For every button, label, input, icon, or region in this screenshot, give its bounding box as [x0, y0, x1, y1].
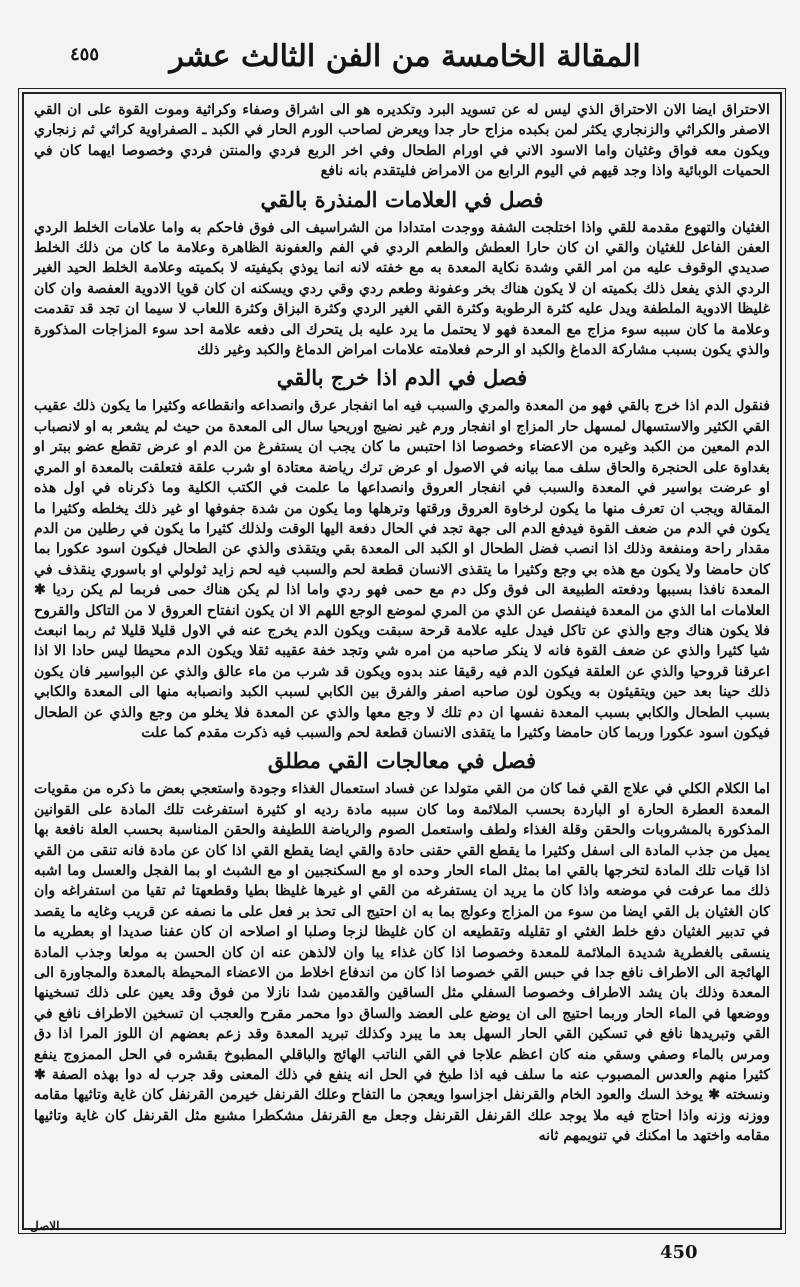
catchword: الاصل [30, 1219, 60, 1233]
blood-vomit-text-part1: فنقول الدم اذا خرج بالقي فهو من المعدة والمري والسبب فيه اما انفجار عرق وانصداعه وانقطاعه وكثيرا ما يكون ذلك عقيب القي الكثير والاستسهال لمسهل حار المزاج او انفجار ورم غير نضيج اوريحيا سال الى المعدة من حيث لم يشعر به او لانصباب الدم المعين من الكبد وغيره من الاعضاء وخصوصا اذا احتبس ما كان يجب ان يستفرغ من الدم او عرض تقطع عضو ببتر او بغداوة على الحنجرة والحاق سلف مما بيانه في الاصول او عرض ترك رياضة معتادة او شرب علقة فتعلقت بالمعدة او المري او عرضت بواسير في المعدة والسبب في انفجار العروق وانصداعها ما علمت في الكتب الكلية وما ذكرناه في اول هذه المقالة ويجب ان تعرف منها ما يكون لرخاوة العروق ورقتها وترهلها وما يكون من شدة جفوفها او غير ذلك يخلطه وكثيرا ما يكون في الدم من ضعف القوة فيدفع الدم الى جهة تجد في الحال دفعة اليها الوقت ولذلك كثيرا ما يكون في رطلين من الدم مقدار راحة ومنفعة وذلك اذا انصب فضل الطحال او الكبد الى المعدة بقي ويتقذى والذي عن الطحال فيكون اسود عكورا بما كان حامضا ولا يكون مع هذه بي وجع وكثيرا ما يتقذى الانسان قطعة لحم والسبب فيه لحم زايد ثولولي او باسوري ينقذف في المعدة نافذا بسببها ودفعته الطبيعة الى فوق وكل دم مع حمى فهو ردي واما اذا لم يكن هناك حمى فربما لم يكن رديا [34, 398, 770, 599]
section-blood-vomit-text [34, 396, 770, 743]
text-frame [22, 92, 782, 1230]
page-title: المقالة الخامسة من الفن الثالث عشر [169, 38, 641, 74]
bottom-page-number: 450 [660, 1242, 698, 1263]
section-heading-blood-vomit: فصل في الدم اذا خرج بالقي [276, 365, 528, 391]
signs-label: العلامات [721, 602, 770, 619]
running-header [70, 32, 740, 80]
treatments-text: اما الكلام الكلي في علاج القي فما كان من القي متولدا عن فساد استعمال الغذاء وجودة واستعجي بعض ما ذكره من مقويات المعدة العطرة الحارة او الباردة بحسب الملائمة وما كان سببه مادة رديه او كثيرة استفرغت تلك المادة على القوانين المذكورة بالمشروبات والحقن وقلة الغذاء ولطف واستعمل الصوم والرياضة اللطيفة والحقن المناسبة بحسب العلة نافعة بها يميل من جذب المادة الى اسفل وكثيرا ما يقطع القي حقنى حادة والقي ايضا يقطع القي اذا كان عن مادة فانه تنقى من القي اذا قيات تلك المادة لتخرجها بالقي اما بمثل الماء الحار وحده او مع السكنجبين او مع الشبث او بما الفجل والعسل وما اشبه ذلك مما عرفت في موضعه واذا كان ما يريد ان يستفرغه من القي او غيرها غليظا بطيا وقطعهتا ثم تقيا من استفراغه وان كان الغثيان بل القي ايضا من سوء من المزاج وعولج بما به ان احتيج الى تحذ بر فعل على ما نصفه عن قريب وغايه ما يقصد في تدبير الغثيان دفع خلط الغثي او تقليله وتقطيعه ان كان غليظا لزجا وصلبا او اصلاحه ان كان عفنا صديدا او بعطريه ما ينسقى بالغطرية شديدة الملائمة للمعدة وخصوصا اذا كان غذاء يبا وان لالذهن عنه ان كان الحسن به مولعا وجذب المادة الهائجة الى الاطراف نافع جدا في حبس القي خصوصا اذا كان من اندفاع اخلاط من الاعضاء المحيطة بالمعدة والمجاورة الى المعدة وذلك بان يشد الاطراف وخصوصا السفلي مثل الساقين والقدمين شدا نازلا من فوق وقد يعين على ذلك تسخينها ووضعها في الماء الحار وربما احتيج الى ان يوضع على العضد والساق دوا محمر مقرح والعجب ان تسخين الاطراف نافع في القي وتبريدها نافع في تسكين القي الحار السهل بعد ما يبرد وكذلك تبريد المعدة وقد زعم بعضهم ان اللوز المرا اذا دق ومرس بالماء وصفي وسقي منه كان اعظم علاجا في القي الناتب الهائج والباقلي المطبوخ بقشره في الحل الممزوج ينفع كثيرا منهم والعدس المصبوب عنه ما سلف فيه اذا طبخ في الحل انه ينفع في ذلك المعنى وقد جرب له دوا بهذه الصفة [34, 781, 770, 1084]
star-ornament-3: ✱ [708, 1087, 721, 1104]
section-treatments-text [34, 779, 770, 1146]
section-heading-treatments: فصل في معالجات القي مطلق [267, 748, 537, 774]
blood-vomit-text-part2: اما الذي من المعدة فينفصل عن الذي من المري لموضع الوجع اللهم الا ان يكون انفتاح العروق لا من التاكل والقروح فلا يكون هناك وجع والذي عن تاكل فيدل عليه علامة قرحة سبقت ويكون الدم يخرج عنه في الاول قليلا قليلا ثم ربما انبعث شيا كثيرا والذي عن ضعف القوة فانه لا ينكر صاحبه من امره شي وتجد خفة عقيبه ثقلا ويكون الدم محيطا ليس حادا الا اذا اعرقنا قروحيا والذي عن العلقة فيكون الدم فيه رقيقا عند بدوه ويكون قد شرب من ماء عالق والذي عن البواسير فان يكون ذلك حينا بعد حين ويتقيئون به ويكون لون صاحبه اصفر والفرق بين الكابي لسبب الكبد وانصبابه منها الى المعدة والكابي بسبب الطحال والكابي بسبب المعدة نفسها ان دم تلك لا وجع معها والذي عن المعدة فلا يخلو من وجع والذي عن الطحال فيكون اسود عكورا وربما كان حامضا وكثيرا ما يتقذى الانسان قطعة لحم والسبب فيه ذكرت مقدم كما علت [34, 602, 770, 741]
section-warning-signs-text: الغثيان والتهوع مقدمة للقي واذا اختلجت الشفة ووجدت امتدادا من الشراسيف الى فوق فاحكم به واما علامات الخلط الردي العفن الفاعل للغثيان والقي ان كان حارا العطش والطعم الردي في الفم والعفونة الظاهرة وعلامة ما كان من ذلك الخلط صديدي الوقوف عليه من امر القي وشدة نكاية المعدة به مع خفته لانه انما يوذي بكيفيته لا بكميته وعلامة الخلط الحيد الغير الردي الذي يفعل ذلك بكميته ان لا يكون هناك بخر وعفونة وطعم ردي وقي ردي ويسكنه ان كان قويا الادوية العفصة وان كان غليظا الادوية الملطفة ويدل عليه كثرة الرطوبة وكثرة القي الغير الردي وكثرة البزاق وكثرة اللعاب لا سيما ان تجد قد تقدمت وعلامة ما كان سببه سوء مزاج مع المعدة فهو لا يحتمل ما يرد عليه بل يتحرك الى دفعه علامة احد سوء المزاجات المذكورة والذي يكون بسبب مشاركة الدماغ والكبد او الرحم فعلامته علامات امراض الدماغ والكبد وغير ذلك [34, 219, 770, 359]
star-ornament-2: ✱ [34, 1067, 46, 1084]
top-page-number: ٤٥٥ [70, 44, 100, 65]
section-heading-warning-signs: فصل في العلامات المنذرة بالقي [260, 186, 544, 212]
star-ornament: ✱ [34, 582, 46, 599]
intro-paragraph: الاحتراق ايضا الان الاحتراق الذي ليس له عن تسويد البرد وتكديره هو الى اشراق وصفاء وكراثية وموت القوة على ان القي الاصفر والكراثي والزنجاري يكثر لمن بكبده مزاج حار جدا ويعرض لصاحب الورم الحار في الكبد ـ الصفراوية كراثي ثم زنجاري ويكون معه فواق وغثيان واما الاسود الاني في اورام الطحال وفي اخر الربع فردي والمنتن فردي وخصوصا ايهما كان في الحميات الوبائية واذا وجد قيهم في اليوم الرابع من الامراض فليتقدم بانه نافع [34, 102, 770, 180]
recipe-text: يوخذ السك والعود الخام والقرنفل اجزاسوا ويعجن ما التفاح وعلك القرنفل خيرمن القرنفل كان غاية وتاثيها مقامه ووزنه وزنه واذا احتاج فيه ملا يوجد علك القرنفل القرنفل وجعل مع القرنفل مشكطرا مشبع مثل القرنفل كان غاية وتاثيها مقامه واختهد ما امكنك في تنويمهم ثانه [34, 1087, 770, 1145]
recipe-label: ونسخته [725, 1087, 770, 1104]
